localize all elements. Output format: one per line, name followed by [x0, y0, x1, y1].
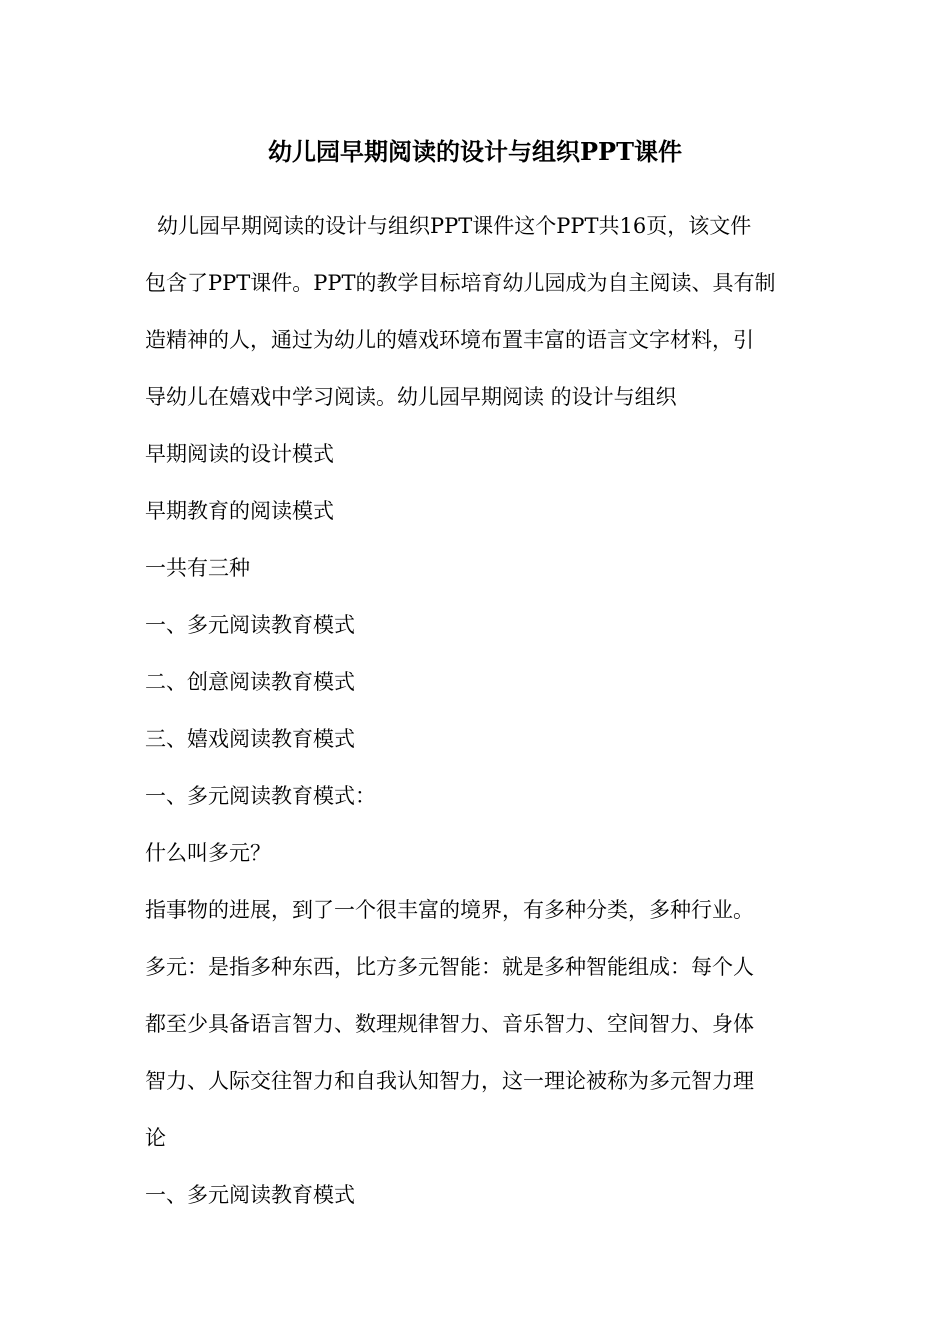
- text-line: 都至少具备语言智力、数理规律智力、音乐智力、空间智力、身体: [145, 1012, 754, 1036]
- text-line: 一共有三种: [145, 556, 250, 580]
- text-line: 指事物的进展，到了一个很丰富的境界，有多种分类，多种行业。: [145, 898, 754, 922]
- text-line: 一、多元阅读教育模式: [145, 1183, 355, 1207]
- document-title: 幼儿园早期阅读的设计与组织PPT课件: [268, 137, 682, 166]
- text-line: 一、多元阅读教育模式：: [145, 784, 376, 808]
- text-line: 早期教育的阅读模式: [145, 499, 334, 523]
- intro-line: 幼儿园早期阅读的设计与组织PPT课件这个PPT共16页，该文件: [157, 214, 752, 238]
- intro-line: 造精神的人，通过为幼儿的嬉戏环境布置丰富的语言文字材料，引: [145, 328, 754, 352]
- intro-paragraph: [145, 198, 811, 426]
- intro-line: 导幼儿在嬉戏中学习阅读。幼儿园早期阅读 的设计与组织: [145, 385, 677, 409]
- text-line: 多元：是指多种东西，比方多元智能：就是多种智能组成：每个人: [145, 955, 754, 979]
- text-line: 一、多元阅读教育模式: [145, 613, 355, 637]
- text-line: 什么叫多元？: [145, 841, 271, 865]
- text-line: 二、创意阅读教育模式: [145, 670, 355, 694]
- body-text: [145, 426, 811, 1224]
- text-line: 智力、人际交往智力和自我认知智力，这一理论被称为多元智力理: [145, 1069, 754, 1093]
- text-line: 三、嬉戏阅读教育模式: [145, 727, 355, 751]
- text-line: 早期阅读的设计模式: [145, 442, 334, 466]
- text-line: 论: [145, 1126, 166, 1150]
- intro-line: 包含了PPT课件。PPT的教学目标培育幼儿园成为自主阅读、具有制: [145, 271, 776, 295]
